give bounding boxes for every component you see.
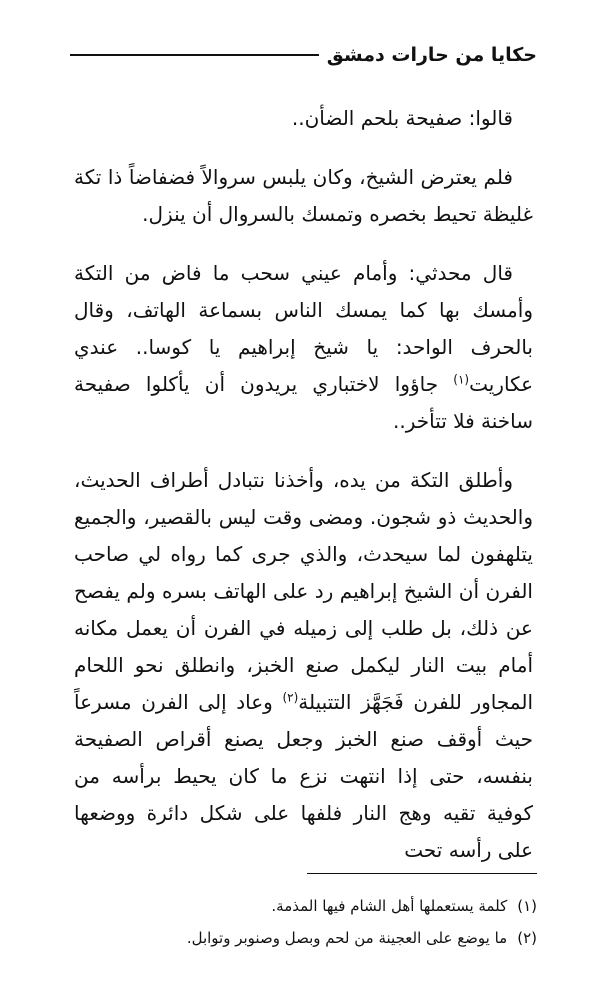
main-text <box>74 100 533 891</box>
footnotes <box>70 890 537 954</box>
footnote-rule <box>307 873 537 874</box>
header-rule <box>70 54 319 56</box>
running-header <box>70 40 537 70</box>
footnote-1: (١)كلمة يستعملها أهل الشام فيها المذمة. <box>271 897 537 915</box>
footnote-ref-2[interactable]: (٢) <box>282 690 299 705</box>
paragraph-1: قالوا: صفيحة بلحم الضأن.. <box>291 106 513 130</box>
page-title: حكايا من حارات دمشق <box>326 44 537 66</box>
footnote-ref-1[interactable]: (١) <box>453 372 470 387</box>
paragraph-2: فلم يعترض الشيخ، وكان يلبس سروالاً فضفاضاً ذا تكة غليظة تحيط بخصره وتمسك بالسروال أن ينزل. <box>74 165 533 226</box>
paragraph-3: قال محدثي: وأمام عيني سحب ما فاض من التكة وأمسك بها كما يمسك الناس بسماعة الهاتف، وقال بالحرف الواحد: يا شيخ إبراهيم يا كوسا.. عندي عكاريت$^{(١)}$ جاؤوا لاختباري يريدون أن يأكلوا صفيحة ساخنة فلا تتأخر.. <box>74 261 534 433</box>
footnote-2: (٢)ما يوضع على العجينة من لحم وبصل وصنوبر وتوابل. <box>186 929 537 947</box>
paragraph-4: وأطلق التكة من يده، وأخذنا نتبادل أطراف الحديث، والحديث ذو شجون. ومضى وقت ليس بالقصير، والجميع يتلهفون لما سيحدث، والذي جرى كما رواه لي صاحب الفرن أن الشيخ إبراهيم رد على الهاتف بسره ولم يفصح عن ذلك، بل طلب إلى زميله في الفرن أن يعمل مكانه أمام بيت النار ليكمل صنع الخبز، وانطلق نحو اللحام المجاور للفرن فَجَهَّز التتبيلة$^{(٢)}$ وعاد إلى الفرن مسرعاً حيث أوقف صنع الخبز وجعل يصنع أقراص الصفيحة بنفسه، حتى إذا انتهت نزع ما كان يحيط برأسه من كوفية تقيه وهج النار فلفها على شكل دائرة ووضعها على رأسه تحت <box>74 468 534 862</box>
